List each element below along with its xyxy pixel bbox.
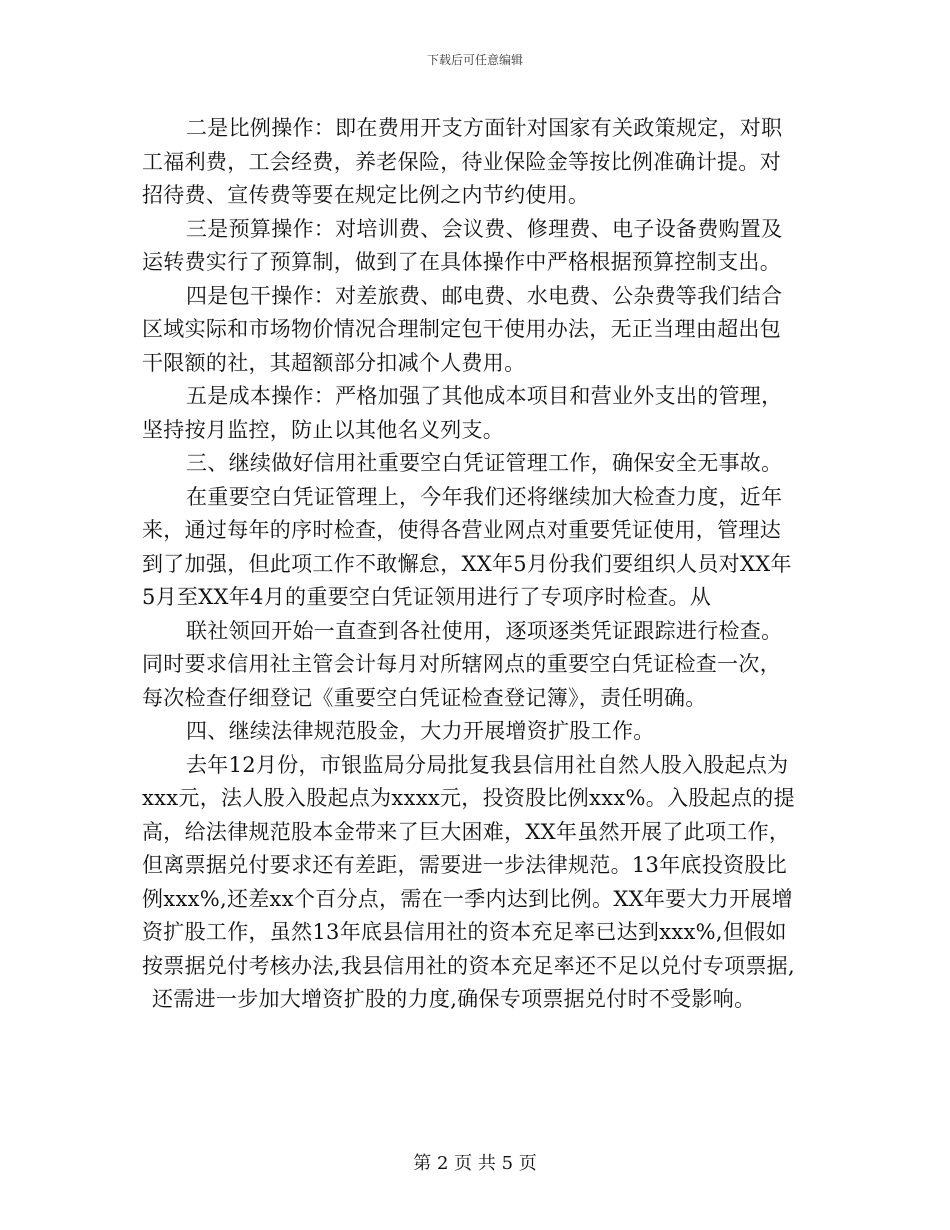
body-line: 例xxx%,还差xx个百分点，需在一季内达到比例。XX年要大力开展增: [142, 886, 793, 911]
body-line: 来，通过每年的序时检查，使得各营业网点对重要凭证使用，管理达: [142, 518, 781, 542]
body-line: 高，给法律规范股本金带来了巨大困难，XX年虽然开展了此项工作，: [142, 819, 791, 844]
body-line: 同时要求信用社主管会计每月对所辖网点的重要空白凭证检查一次，: [142, 652, 781, 676]
body-line: 到了加强，但此项工作不敢懈怠，XX年5月份我们要组织人员对XX年: [142, 551, 792, 576]
body-line: 区域实际和市场物价情况合理制定包干使用办法，无正当理由超出包: [142, 317, 781, 341]
body-line: 工福利费，工会经费，养老保险，待业保险金等按比例准确计提。对: [142, 149, 781, 174]
body-line: xxx元，法人股入股起点为xxxx元，投资股比例xxx%。入股起点的提: [142, 786, 795, 810]
header-note: 下载后可任意编辑: [426, 53, 523, 67]
body-line: 三是预算操作：对培训费、会议费、修理费、电子设备费购置及: [186, 216, 783, 241]
body-line: 资扩股工作，虽然13年底县信用社的资本充足率已达到xxx%,但假如: [142, 920, 787, 944]
body-line: 在重要空白凭证管理上，今年我们还将继续加大检查力度，近年: [186, 484, 783, 509]
document-body: [142, 112, 822, 1017]
body-line: 还需进一步加大增资扩股的力度,确保专项票据兑付时不受影响。: [152, 987, 756, 1011]
page-number: 第 2 页 共 5 页: [413, 1153, 537, 1174]
body-line: 干限额的社，其超额部分扣减个人费用。: [142, 350, 526, 375]
section-heading: 四、继续法律规范股金，大力开展增资扩股工作。: [186, 719, 655, 743]
body-line: 招待费、宣传费等要在规定比例之内节约使用。: [142, 183, 590, 207]
body-line: 五是成本操作：严格加强了其他成本项目和营业外支出的管理，: [186, 384, 783, 408]
body-line: 运转费实行了预算制，做到了在具体操作中严格根据预算控制支出。: [142, 250, 781, 274]
body-line: 每次检查仔细登记《重要空白凭证检查登记簿》，责任明确。: [142, 685, 707, 710]
body-line: 去年12月份，市银监局分局批复我县信用社自然人股入股起点为: [186, 752, 789, 777]
body-line: 按票据兑付考核办法,我县信用社的资本充足率还不足以兑付专项票据,: [142, 953, 795, 978]
body-line: 但离票据兑付要求还有差距，需要进一步法律规范。13年底投资股比: [142, 853, 788, 877]
body-line: 四是包干操作：对差旅费、邮电费、水电费、公杂费等我们结合: [186, 283, 783, 308]
body-line: 二是比例操作：即在费用开支方面针对国家有关政策规定，对职: [186, 116, 783, 140]
body-line: 5月至XX年4月的重要空白凭证领用进行了专项序时检查。从: [142, 585, 712, 609]
body-line: 联社领回开始一直查到各社使用，逐项逐类凭证跟踪进行检查。: [186, 618, 783, 643]
body-line: 坚持按月监控，防止以其他名义列支。: [142, 417, 505, 442]
section-heading: 三、继续做好信用社重要空白凭证管理工作，确保安全无事故。: [186, 451, 783, 475]
